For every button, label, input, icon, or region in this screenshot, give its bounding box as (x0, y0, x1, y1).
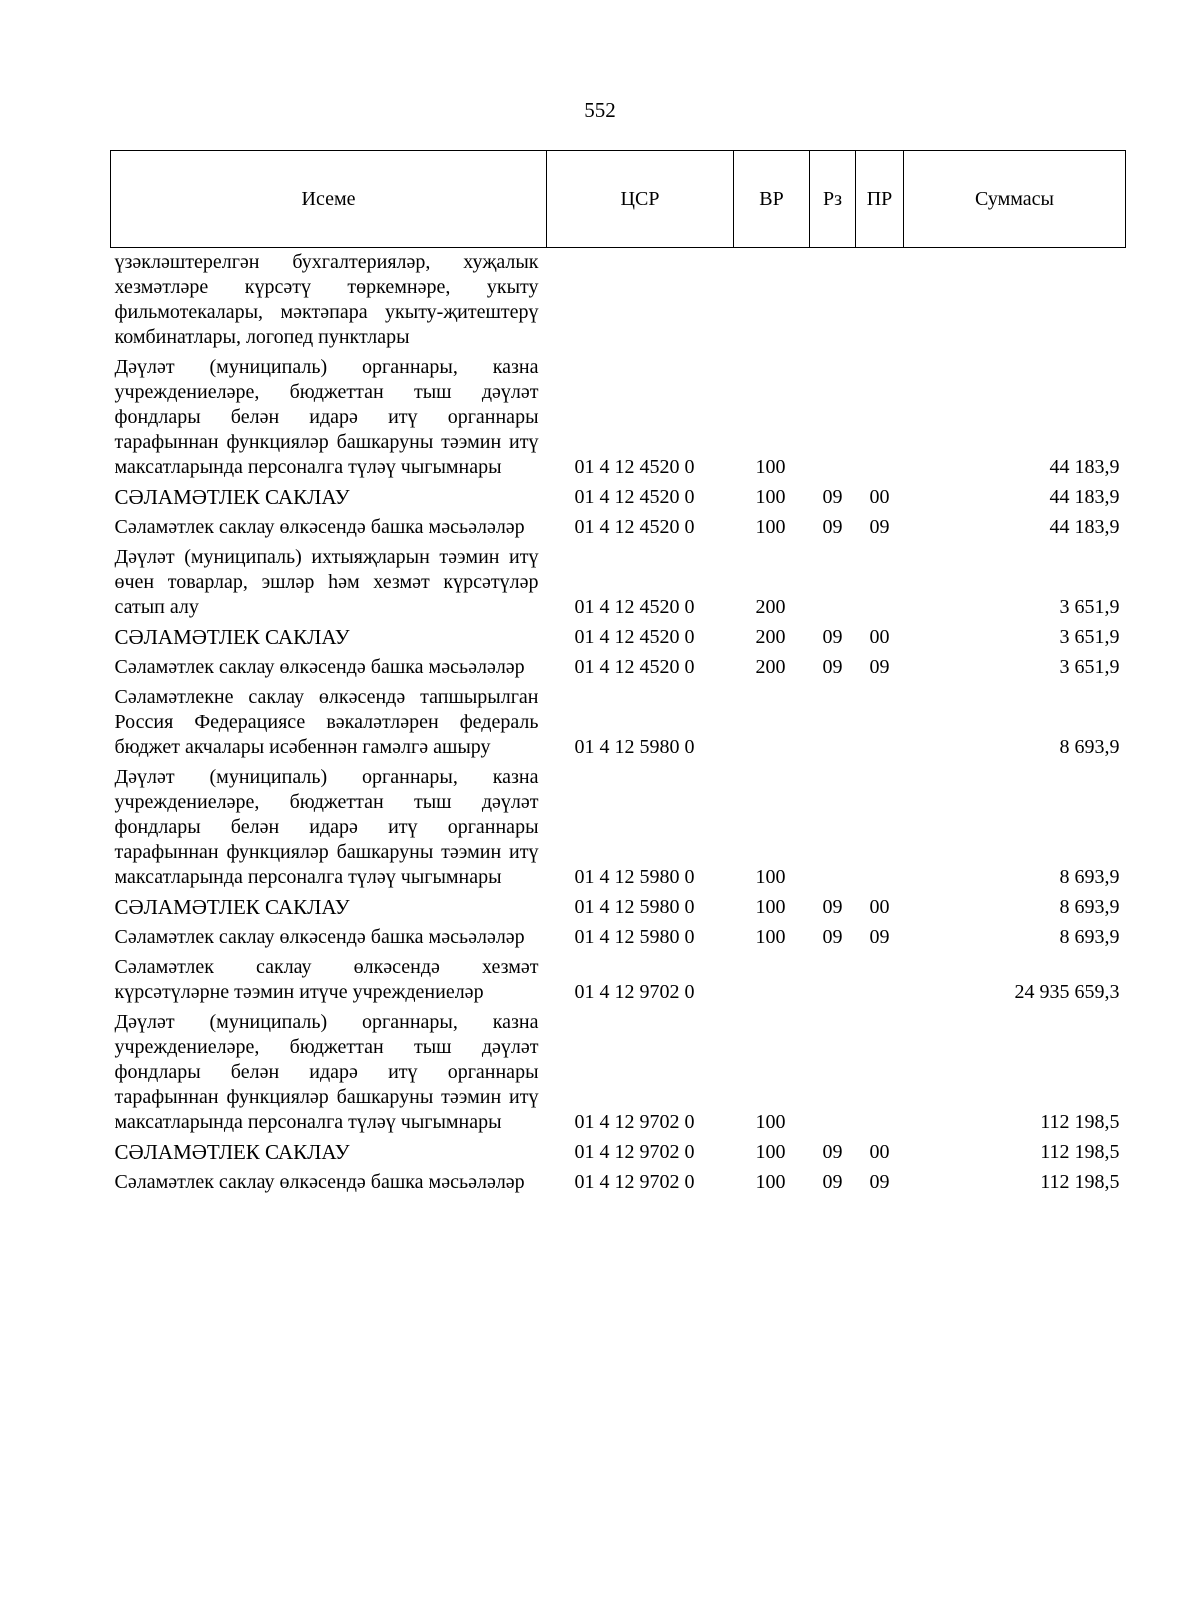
row-sum: 112 198,5 (1040, 1171, 1120, 1193)
table-row (111, 923, 1126, 953)
row-vr: 100 (755, 486, 786, 508)
row-csr: 01 4 12 5980 0 (574, 736, 695, 758)
row-csr: 01 4 12 9702 0 (574, 981, 695, 1003)
row-rz (810, 763, 856, 893)
row-pr (856, 543, 904, 623)
row-pr (856, 763, 904, 893)
row-vr: 200 (755, 626, 786, 648)
row-sum: 8 693,9 (1059, 736, 1120, 758)
row-csr: 01 4 12 4520 0 (574, 516, 695, 538)
row-csr: 01 4 12 5980 0 (574, 866, 695, 888)
header-sum: Суммасы (904, 151, 1126, 248)
row-csr: 01 4 12 4520 0 (574, 596, 695, 618)
row-sum: 3 651,9 (1059, 626, 1120, 648)
row-name: СӘЛАМӘТЛЕК САКЛАУ (114, 485, 350, 509)
row-vr: 100 (755, 1171, 786, 1193)
row-name: Дәүләт (муниципаль) органнары, казна учреждениеләре, бюджеттан тыш дәүләт фондлары белән идарә итү органнары тарафыннан функцияләр башкаруны тәэмин итү максатларында персоналга түләү чыгымнары (114, 766, 539, 888)
row-rz: 09 (822, 656, 843, 678)
row-rz: 09 (822, 486, 843, 508)
row-sum: 44 183,9 (1049, 456, 1120, 478)
row-csr: 01 4 12 4520 0 (574, 656, 695, 678)
table-row (111, 353, 1126, 483)
row-pr (856, 353, 904, 483)
row-pr (856, 683, 904, 763)
table-row (111, 1008, 1126, 1138)
row-csr: 01 4 12 9702 0 (574, 1111, 695, 1133)
table-row (111, 683, 1126, 763)
row-sum: 112 198,5 (1040, 1141, 1120, 1163)
row-pr: 00 (869, 486, 890, 508)
table-row (111, 953, 1126, 1008)
table-row (111, 513, 1126, 543)
row-sum: 24 935 659,3 (1014, 981, 1120, 1003)
row-csr: 01 4 12 4520 0 (574, 486, 695, 508)
row-csr: 01 4 12 9702 0 (574, 1141, 695, 1163)
row-sum: 44 183,9 (1049, 516, 1120, 538)
table-row (111, 543, 1126, 623)
header-csr: ЦСР (547, 151, 734, 248)
row-vr (734, 683, 810, 763)
table-header-row (111, 151, 1126, 248)
row-rz: 09 (822, 896, 843, 918)
row-csr: 01 4 12 4520 0 (574, 626, 695, 648)
row-rz: 09 (822, 516, 843, 538)
row-pr: 00 (869, 1141, 890, 1163)
row-name: Дәүләт (муниципаль) органнары, казна учреждениеләре, бюджеттан тыш дәүләт фондлары белән идарә итү органнары тарафыннан функцияләр башкаруны тәэмин итү максатларында персоналга түләү чыгымнары (114, 1011, 539, 1133)
row-name: үзәкләштерелгән бухгалтерияләр, хуҗалык хезмәтләре күрсәтү төркемнәре, укыту фильмотекалары, мәктәпара укыту-җитештерү комбинатлары, логопед пунктлары (114, 251, 539, 348)
row-vr: 100 (755, 1111, 786, 1133)
row-vr: 100 (755, 456, 786, 478)
row-name: Сәламәтлек саклау өлкәсендә хезмәт күрсәтүләрне тәэмин итүче учреждениеләр (114, 956, 539, 1003)
row-rz: 09 (822, 1141, 843, 1163)
row-name: Сәламәтлек саклау өлкәсендә башка мәсьәләләр (114, 516, 525, 538)
row-pr (856, 953, 904, 1008)
row-vr: 100 (755, 896, 786, 918)
budget-table (110, 150, 1126, 1198)
row-sum: 8 693,9 (1059, 926, 1120, 948)
header-vr: ВР (734, 151, 810, 248)
row-csr: 01 4 12 5980 0 (574, 896, 695, 918)
table-row (111, 1168, 1126, 1198)
row-name: СӘЛАМӘТЛЕК САКЛАУ (114, 895, 350, 919)
row-pr: 00 (869, 896, 890, 918)
row-rz (810, 353, 856, 483)
row-name: Дәүләт (муниципаль) органнары, казна учреждениеләре, бюджеттан тыш дәүләт фондлары белән идарә итү органнары тарафыннан функцияләр башкаруны тәэмин итү максатларында персоналга түләү чыгымнары (114, 356, 539, 478)
header-pr: ПР (856, 151, 904, 248)
row-rz (810, 953, 856, 1008)
row-rz: 09 (822, 626, 843, 648)
row-rz (810, 1008, 856, 1138)
row-pr: 09 (869, 1171, 890, 1193)
table-row (111, 483, 1126, 513)
row-sum: 44 183,9 (1049, 486, 1120, 508)
row-pr: 09 (869, 516, 890, 538)
header-rz: Рз (810, 151, 856, 248)
row-rz: 09 (822, 1171, 843, 1193)
table-row (111, 248, 1126, 354)
row-vr: 200 (755, 656, 786, 678)
row-sum: 8 693,9 (1059, 866, 1120, 888)
row-vr (734, 248, 810, 354)
row-vr: 100 (755, 516, 786, 538)
row-name: Сәламәтлекне саклау өлкәсендә тапшырылган Россия Федерациясе вәкаләтләрен федераль бюджет акчалары исәбеннән гамәлгә ашыру (114, 686, 539, 758)
row-vr: 100 (755, 926, 786, 948)
row-csr (547, 248, 734, 354)
row-rz (810, 543, 856, 623)
row-name: СӘЛАМӘТЛЕК САКЛАУ (114, 1140, 350, 1164)
row-sum: 8 693,9 (1059, 896, 1120, 918)
table-row (111, 653, 1126, 683)
row-name: Сәламәтлек саклау өлкәсендә башка мәсьәләләр (114, 656, 525, 678)
header-name: Исеме (111, 151, 547, 248)
page-number: 552 (584, 98, 616, 122)
table-body (111, 248, 1126, 1199)
row-csr: 01 4 12 9702 0 (574, 1171, 695, 1193)
row-pr: 00 (869, 626, 890, 648)
row-sum (904, 248, 1126, 354)
row-name: СӘЛАМӘТЛЕК САКЛАУ (114, 625, 350, 649)
row-vr: 100 (755, 866, 786, 888)
row-rz (810, 683, 856, 763)
row-csr: 01 4 12 5980 0 (574, 926, 695, 948)
row-pr: 09 (869, 926, 890, 948)
row-pr: 09 (869, 656, 890, 678)
row-vr: 200 (755, 596, 786, 618)
row-rz: 09 (822, 926, 843, 948)
row-name: Дәүләт (муниципаль) ихтыяҗларын тәэмин итү өчен товарлар, эшләр һәм хезмәт күрсәтүләр сатып алу (114, 546, 539, 618)
row-name: Сәламәтлек саклау өлкәсендә башка мәсьәләләр (114, 926, 525, 948)
row-rz (810, 248, 856, 354)
row-pr (856, 248, 904, 354)
table-row (111, 763, 1126, 893)
table-row (111, 623, 1126, 653)
row-name: Сәламәтлек саклау өлкәсендә башка мәсьәләләр (114, 1171, 525, 1193)
row-sum: 3 651,9 (1059, 596, 1120, 618)
row-sum: 3 651,9 (1059, 656, 1120, 678)
row-csr: 01 4 12 4520 0 (574, 456, 695, 478)
row-sum: 112 198,5 (1040, 1111, 1120, 1133)
row-vr: 100 (755, 1141, 786, 1163)
table-row (111, 1138, 1126, 1168)
row-pr (856, 1008, 904, 1138)
row-vr (734, 953, 810, 1008)
table-row (111, 893, 1126, 923)
